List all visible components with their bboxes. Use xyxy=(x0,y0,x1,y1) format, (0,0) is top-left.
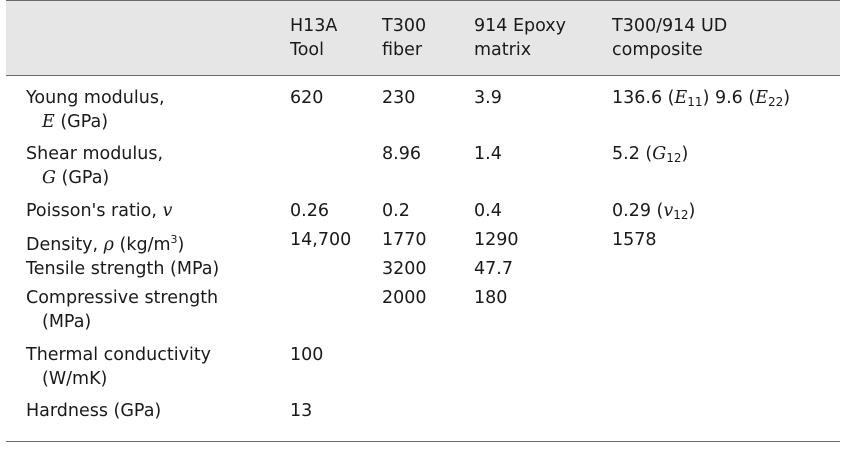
top-rule xyxy=(6,0,840,1)
header-epoxy-line2: matrix xyxy=(474,40,532,60)
shear-modulus-label-line2 xyxy=(26,166,163,190)
shear-composite-sub1: 12 xyxy=(666,151,682,165)
header-epoxy-matrix xyxy=(474,14,566,62)
compressive-strength-label-line1: Compressive strength xyxy=(26,288,219,308)
shear-modulus-label-line1: Shear modulus, xyxy=(26,144,164,164)
header-epoxy-line1: 914 Epoxy xyxy=(474,16,567,36)
row-young-modulus-label xyxy=(26,86,165,134)
poisson-composite-part2: ) xyxy=(688,201,696,221)
young-composite-part1: 136.6 ( xyxy=(612,88,675,108)
density-text: Density, xyxy=(26,235,104,255)
row-density-label xyxy=(26,228,184,257)
poisson-composite-sub1: 12 xyxy=(673,208,689,222)
shear-modulus-unit: (GPa) xyxy=(55,168,110,188)
row-thermal-conductivity-label xyxy=(26,343,211,391)
density-unit-end: ) xyxy=(177,235,185,255)
row-hardness-label: Hardness (GPa) xyxy=(26,401,162,421)
density-epoxy: 1290 xyxy=(474,230,519,250)
tensile-strength-epoxy: 47.7 xyxy=(474,259,513,279)
young-modulus-label-line2 xyxy=(26,110,165,134)
poisson-ratio-text: Poisson's ratio, xyxy=(26,201,163,221)
material-properties-table xyxy=(6,0,840,450)
header-h13a-line1: H13A xyxy=(290,16,338,36)
shear-modulus-t300: 8.96 xyxy=(382,144,421,164)
poisson-ratio-t300: 0.2 xyxy=(382,201,410,221)
header-t300-line1: T300 xyxy=(382,16,427,36)
compressive-strength-t300: 2000 xyxy=(382,288,427,308)
poisson-ratio-epoxy: 0.4 xyxy=(474,201,502,221)
tensile-strength-t300: 3200 xyxy=(382,259,427,279)
hardness-h13a: 13 xyxy=(290,401,313,421)
shear-composite-sym1: G xyxy=(652,144,667,164)
young-modulus-symbol: E xyxy=(42,112,55,132)
young-composite-sub2: 22 xyxy=(767,95,784,109)
poisson-ratio-composite xyxy=(612,199,695,227)
poisson-composite-part1: 0.29 ( xyxy=(612,201,664,221)
bottom-rule xyxy=(6,441,840,442)
density-t300: 1770 xyxy=(382,230,427,250)
row-shear-modulus-label xyxy=(26,142,163,190)
young-modulus-label-line1: Young modulus, xyxy=(26,88,165,108)
header-rule xyxy=(6,75,840,76)
young-modulus-h13a: 620 xyxy=(290,88,324,108)
row-tensile-strength-label: Tensile strength (MPa) xyxy=(26,259,220,279)
young-composite-part3: ) xyxy=(783,88,791,108)
thermal-conductivity-label-line1: Thermal conductivity xyxy=(26,345,212,365)
row-poisson-ratio-label xyxy=(26,199,172,223)
header-composite-line2: composite xyxy=(612,40,703,60)
young-composite-sym2: E xyxy=(755,88,768,108)
shear-modulus-composite xyxy=(612,142,688,170)
poisson-ratio-symbol: v xyxy=(162,201,173,221)
density-unit: (kg/m xyxy=(113,235,171,255)
header-t300-fiber xyxy=(382,14,426,62)
poisson-ratio-h13a: 0.26 xyxy=(290,201,329,221)
shear-modulus-epoxy: 1.4 xyxy=(474,144,502,164)
young-modulus-composite xyxy=(612,86,790,114)
shear-modulus-symbol: G xyxy=(42,168,56,188)
compressive-strength-epoxy: 180 xyxy=(474,288,508,308)
header-h13a-line2: Tool xyxy=(290,40,324,60)
young-modulus-epoxy: 3.9 xyxy=(474,88,502,108)
density-h13a: 14,700 xyxy=(290,230,352,250)
poisson-composite-sym1: v xyxy=(663,201,674,221)
young-composite-sym1: E xyxy=(674,88,688,108)
density-symbol: ρ xyxy=(103,235,114,255)
row-compressive-strength-label xyxy=(26,286,218,334)
young-modulus-unit: (GPa) xyxy=(54,112,109,132)
header-h13a-tool xyxy=(290,14,337,62)
thermal-conductivity-label-line2: (W/mK) xyxy=(42,369,108,389)
header-composite xyxy=(612,14,727,62)
young-modulus-t300: 230 xyxy=(382,88,416,108)
compressive-strength-label-line2: (MPa) xyxy=(42,312,92,332)
young-composite-part2: ) 9.6 ( xyxy=(702,88,756,108)
header-t300-line2: fiber xyxy=(382,40,423,60)
young-composite-sub1: 11 xyxy=(687,95,703,109)
density-unit-exponent: 3 xyxy=(170,233,178,246)
shear-composite-part2: ) xyxy=(681,144,689,164)
thermal-conductivity-h13a: 100 xyxy=(290,345,324,365)
header-composite-line1: T300/914 UD xyxy=(612,16,728,36)
shear-composite-part1: 5.2 ( xyxy=(612,144,653,164)
density-composite: 1578 xyxy=(612,230,657,250)
